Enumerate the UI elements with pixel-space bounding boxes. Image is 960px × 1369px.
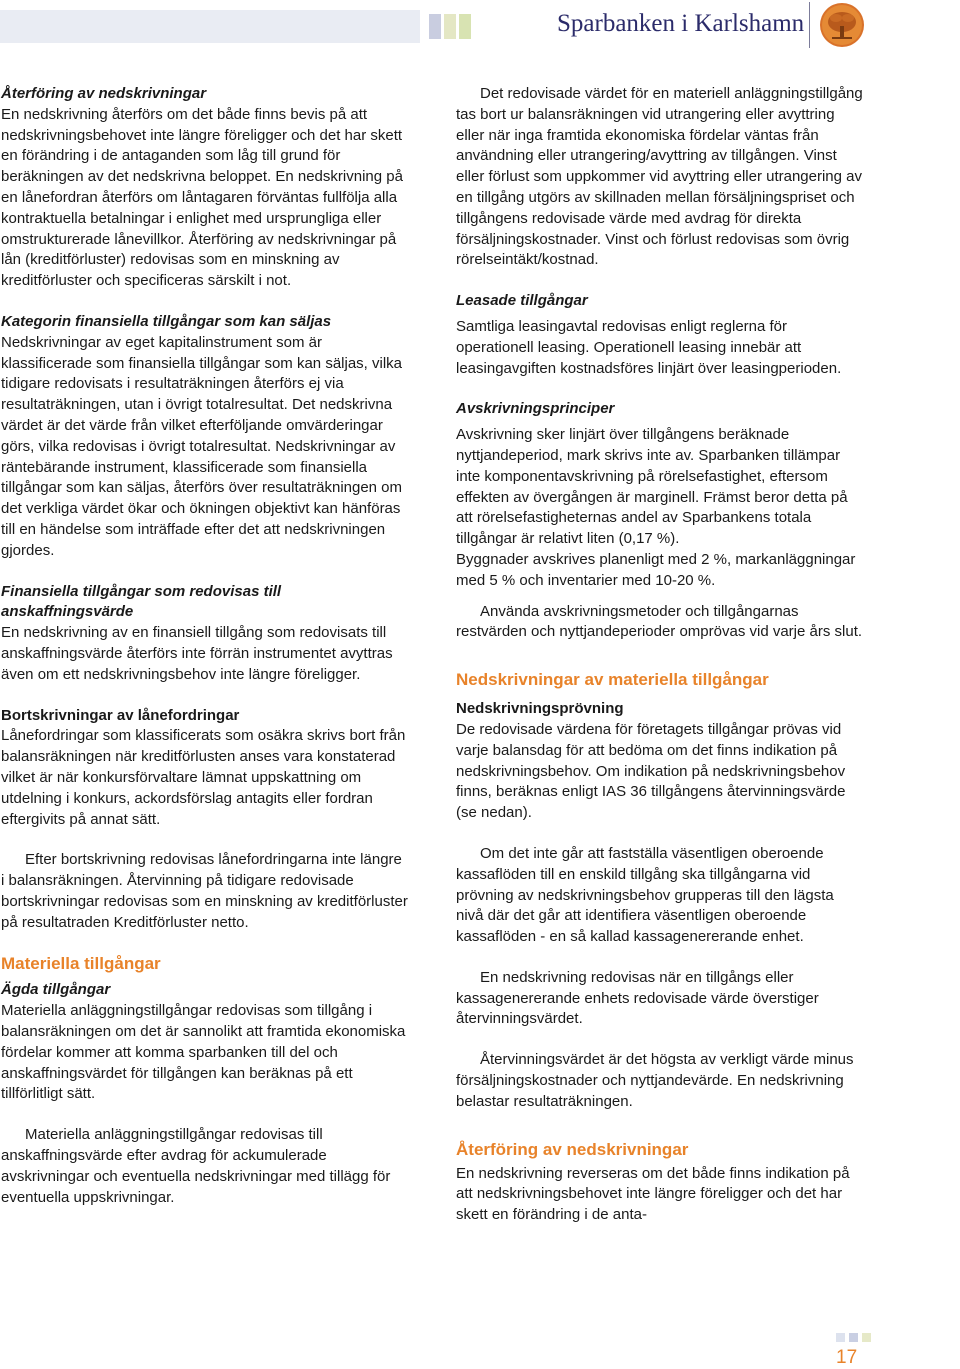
paragraph: Avskrivning sker linjärt över tillgångens beräknade nyttjandeperiod, mark skrivs inte av. Sparbanken tillämpar inte komponentavskrivning på rörelsefastighet, eftersom effekten av övergången är marginell. Främst beror detta på att rörelsefastigheternas andel av Sparbankens totala tillgångar är relativt liten (0,17 %). [456, 426, 848, 548]
header-square-3 [459, 14, 471, 39]
chapter-heading: Nedskrivningar av materiella tillgångar [456, 670, 769, 690]
subsection-heading: Ägda tillgångar [1, 981, 111, 999]
header-square-2 [444, 14, 456, 39]
tree-logo-icon [819, 2, 865, 48]
paragraph: En nedskrivning redovisas när en tillgångs eller kassagenererande enhets redovisade värde överstiger återvinningsvärdet. [456, 968, 819, 1028]
paragraph: Lånefordringar som klassificerats som osäkra skrivs bort från balansräkningen när kreditförlusten anses vara konstaterad vilket är när konkursförvaltare lämnat uppskattning om utdelning i konkurs, ackordsförslag antagits eller fordran eftergivits på annat sätt. [1, 727, 406, 828]
paragraph: En nedskrivning återförs om det både finns bevis på att nedskrivningsbehovet inte längre föreligger och det har skett en förändring i de antaganden som låg till grund för beräkningen av det nedskrivna beloppet. En nedskrivning på en lånefordran återförs om låntagaren förväntas fullfölja alla kontraktuella betalningar i enlighet med ursprungliga eller omstrukturerade lånevillkor. Återföring av nedskrivningar på lån (kreditförluster) redovisas som en minskning av kreditförluster och specificeras särskilt i not. [1, 105, 403, 290]
paragraph: Om det inte går att fastställa väsentligen oberoende kassaflöden till en enskild tillgång ska tillgångarna vid prövning av nedskrivningsbehov grupperas till den lägsta nivå där det går att identifiera väsentligen oberoende kassaflöden - en så kallad kassagenererande enhet. [456, 844, 834, 946]
paragraph: Efter bortskrivning redovisas lånefordringarna inte längre i balansräkningen. Återvinning på tidigare redovisade bortskrivningar redovisas som en minskning av kreditförluster på resultatraden Kreditförluster netto. [1, 851, 408, 931]
header-strip [0, 10, 420, 43]
paragraph: Använda avskrivningsmetoder och tillgångarnas restvärden och nyttjandeperioder omprövas vid varje års slut. [456, 602, 863, 641]
section-heading: Återföring av nedskrivningar [1, 85, 207, 102]
paragraph: Det redovisade värdet för en materiell anläggningstillgång tas bort ur balansräkningen vid utrangering eller avyttring eller när inga framtida ekonomiska fördelar väntas från användning eller utrangering/avyttring av tillgången. Vinst eller förlust som uppkommer vid avyttring eller utrangering av en tillgång utgörs av skillnaden mellan försäljningspriset och tillgångens redovisade värde med avdrag för direkta försäljningskostnader. Vinst och förlust redovisas som övrig rörelseintäkt/kostnad. [456, 85, 863, 269]
section-heading: Kategorin finansiella tillgångar som kan säljas [1, 312, 332, 330]
paragraph: De redovisade värdena för företagets tillgångar prövas vid varje balansdag för att bedöma om det finns indikation på nedskrivningsbehov. Om indikation på nedskrivningsbehov finns, beräknas enligt IAS 36 tillgångens återvinningsvärde (se nedan). [456, 720, 846, 822]
paragraph: Materiella anläggningstillgångar redovisas till anskaffningsvärde efter avdrag för ackumulerade avskrivningar och eventuella nedskrivningar med tillägg för eventuella uppskrivningar. [1, 1126, 391, 1206]
chapter-heading: Materiella tillgångar [1, 954, 161, 974]
header-divider [809, 2, 810, 48]
brand-name: Sparbanken i Karlshamn [557, 10, 805, 37]
footer-square-3 [862, 1333, 871, 1342]
paragraph: En nedskrivning av en finansiell tillgång som redovisats till anskaffningsvärde återförs inte förrän instrumentet avyttras även om ett nedskrivningsbehov inte längre föreligger. [1, 624, 393, 683]
paragraph: Materiella anläggningstillgångar redovisas som tillgång i balansräkningen om det är sannolikt att framtida ekonomiska fördelar kommer att komma sparbanken till del och anskaffningsvärdet för tillgången kan beräknas på ett tillförlitligt sätt. [1, 1002, 406, 1103]
section-heading: Leasade tillgångar [456, 292, 588, 310]
paragraph: Återvinningsvärdet är det högsta av verkligt värde minus försäljningskostnader och nyttjandevärde. En nedskrivning belastar resultaträkningen. [456, 1051, 854, 1110]
page-number: 17 [836, 1347, 858, 1368]
footer-square-2 [849, 1333, 858, 1342]
paragraph: Nedskrivningar av eget kapitalinstrument som är klassificerade som finansiella tillgångar som kan säljas, vilka tidigare redovisats i resultaträkningen återförs ej via resultaträkningen, utan i övrigt totalresultat. Det nedskrivna värdet är det värde från vilket efterföljande omvärderingar görs, vilka redovisas i övrigt totalresultat. Nedskrivningar av räntebärande instrument, klassificerade som finansiella tillgångar som kan säljas, återförs över resultaträkningen om det verkliga värdet ökar och ökningen objektivt kan hänföras till en händelse som inträffade efter det att nedskrivningen gjordes. [1, 333, 403, 559]
paragraph: Samtliga leasingavtal redovisas enligt reglerna för operationell leasing. Operationell leasing innebär att leasingavgiften kostnadsföres linjärt över leasingperioden. [456, 317, 842, 377]
section-heading: Avskrivningsprinciper [456, 400, 615, 418]
chapter-heading: Återföring av nedskrivningar [456, 1139, 689, 1159]
right-column [456, 84, 864, 1226]
section-heading: Finansiella tillgångar som redovisas till anskaffningsvärde [1, 582, 282, 621]
left-column [1, 84, 409, 1208]
page-header [0, 0, 960, 56]
paragraph: En nedskrivning reverseras om det både finns indikation på att nedskrivningsbehovet inte längre föreligger och det har skett en förändring i de anta- [456, 1164, 850, 1224]
paragraph: Byggnader avskrives planenligt med 2 %, markanläggningar med 5 % och inventarier med 10-20 %. [456, 550, 856, 589]
subsection-heading: Nedskrivningsprövning [456, 700, 624, 718]
footer-square-1 [836, 1333, 845, 1342]
header-square-1 [429, 14, 441, 39]
section-heading: Bortskrivningar av lånefordringar [1, 706, 240, 724]
